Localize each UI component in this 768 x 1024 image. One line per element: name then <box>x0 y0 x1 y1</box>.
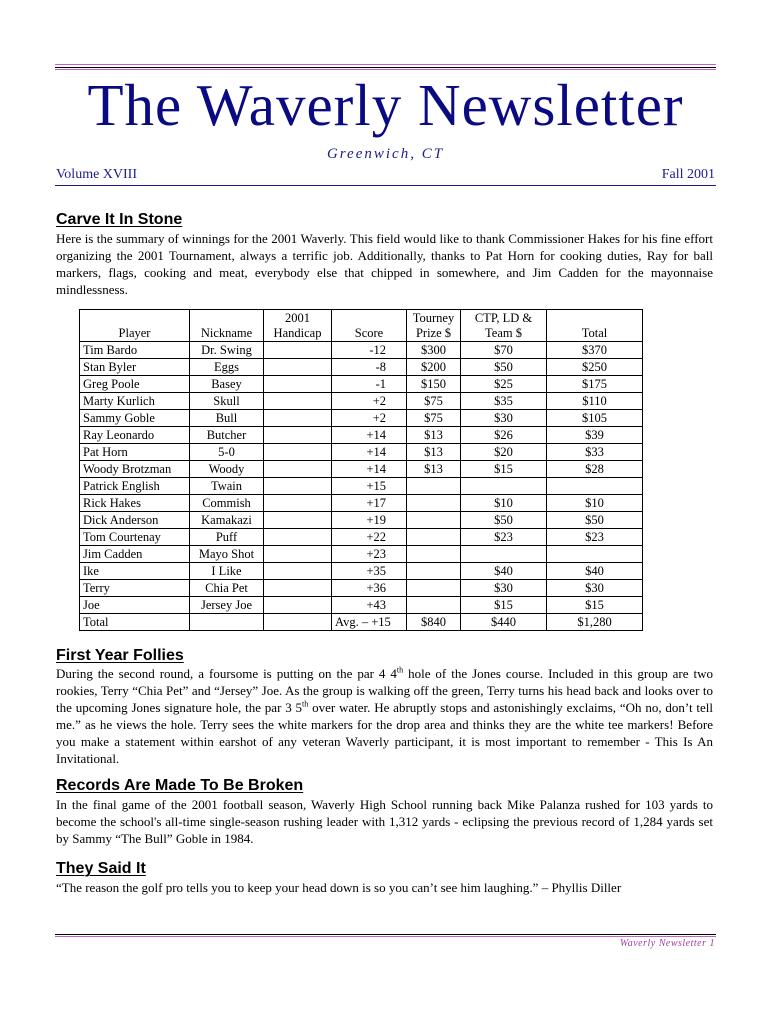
table-row <box>80 359 643 376</box>
cell-player: Patrick English <box>80 478 190 495</box>
section-heading-first-year-follies: First Year Follies <box>56 647 184 664</box>
cell-prize: $200 <box>407 359 461 376</box>
table-row <box>80 597 643 614</box>
table-row <box>80 444 643 461</box>
table-row <box>80 376 643 393</box>
cell-score: -12 <box>332 342 407 359</box>
table-row <box>80 529 643 546</box>
cell-prize <box>407 495 461 512</box>
table-row <box>80 461 643 478</box>
volume-label: Volume XVIII <box>56 167 138 182</box>
cell-score: +19 <box>332 512 407 529</box>
cell-handicap <box>264 427 332 444</box>
cell-handicap <box>264 342 332 359</box>
table-row <box>80 478 643 495</box>
cell-prize: $13 <box>407 427 461 444</box>
cell-ctp: $50 <box>461 512 547 529</box>
cell-score: +15 <box>332 478 407 495</box>
cell-handicap <box>264 614 332 631</box>
cell-prize: $840 <box>407 614 461 631</box>
cell-total: $250 <box>547 359 643 376</box>
masthead-top-rule <box>55 64 716 70</box>
cell-ctp: $26 <box>461 427 547 444</box>
cell-nickname: Butcher <box>190 427 264 444</box>
cell-handicap <box>264 563 332 580</box>
cell-ctp: $35 <box>461 393 547 410</box>
cell-total: $10 <box>547 495 643 512</box>
section-body-first-year-follies: During the second round, a foursome is putting on the par 4 4th hole of the Jones course. Included in this group are two rookies, Terry “Chia Pet” and “Jersey” Joe. As the group is walking off the green, Terry turns his head back and looks over to the upcoming Jones signature hole, the par 3 5th over water. He abruptly stops and astonishingly exclaims, “Oh no, don’t tell me.” as he views the hole. Terry sees the white markers for the drop area and thinks they are the white tee markers! Before you make a statement within earshot of any veteran Waverly participant, it is most important to remember - This Is An Invitational. <box>56 665 713 766</box>
cell-score: +22 <box>332 529 407 546</box>
cell-handicap <box>264 495 332 512</box>
cell-handicap <box>264 359 332 376</box>
cell-nickname: Jersey Joe <box>190 597 264 614</box>
cell-nickname: I Like <box>190 563 264 580</box>
cell-handicap <box>264 478 332 495</box>
cell-player: Ray Leonardo <box>80 427 190 444</box>
cell-prize <box>407 580 461 597</box>
header-player: Player <box>80 310 190 342</box>
cell-prize: $75 <box>407 393 461 410</box>
cell-ctp: $15 <box>461 597 547 614</box>
cell-ctp: $15 <box>461 461 547 478</box>
cell-total: $33 <box>547 444 643 461</box>
cell-player: Dick Anderson <box>80 512 190 529</box>
cell-player: Tim Bardo <box>80 342 190 359</box>
cell-nickname: Kamakazi <box>190 512 264 529</box>
footer-page-label: Waverly Newsletter 1 <box>619 938 715 949</box>
table-row <box>80 512 643 529</box>
cell-score: +17 <box>332 495 407 512</box>
cell-prize <box>407 597 461 614</box>
cell-total: $1,280 <box>547 614 643 631</box>
cell-handicap <box>264 546 332 563</box>
cell-player: Rick Hakes <box>80 495 190 512</box>
header-score: Score <box>332 310 407 342</box>
section-body-carve-it-in-stone: Here is the summary of winnings for the 2001 Waverly. This field would like to thank Commissioner Hakes for his fine effort organizing the 2001 Tournament, always a terrific job. Additionally, thanks to Pat Horn for cooking duties, Ray for ball markers, flags, cooking and meat, everybody else that chipped in somewhere, and Jim Cadden for the mayonnaise mindlessness. <box>56 231 713 297</box>
cell-nickname <box>190 614 264 631</box>
cell-ctp: $440 <box>461 614 547 631</box>
cell-ctp: $30 <box>461 580 547 597</box>
cell-total: $110 <box>547 393 643 410</box>
cell-score: +2 <box>332 393 407 410</box>
cell-ctp <box>461 478 547 495</box>
cell-score: -1 <box>332 376 407 393</box>
masthead-divider <box>55 185 716 186</box>
cell-nickname: Puff <box>190 529 264 546</box>
cell-handicap <box>264 580 332 597</box>
cell-player: Ike <box>80 563 190 580</box>
cell-ctp: $10 <box>461 495 547 512</box>
cell-score: +43 <box>332 597 407 614</box>
newsletter-title: The Waverly Newsletter <box>87 72 684 138</box>
cell-score: +14 <box>332 444 407 461</box>
cell-total: $40 <box>547 563 643 580</box>
table-row <box>80 342 643 359</box>
cell-player: Woody Brotzman <box>80 461 190 478</box>
cell-handicap <box>264 529 332 546</box>
cell-handicap <box>264 461 332 478</box>
cell-ctp: $20 <box>461 444 547 461</box>
cell-handicap <box>264 410 332 427</box>
cell-total: $370 <box>547 342 643 359</box>
cell-player: Joe <box>80 597 190 614</box>
cell-total: $30 <box>547 580 643 597</box>
cell-score: Avg. – +15 <box>332 614 407 631</box>
header-handicap: 2001 Handicap <box>264 310 332 342</box>
cell-ctp: $40 <box>461 563 547 580</box>
cell-ctp: $23 <box>461 529 547 546</box>
cell-player: Greg Poole <box>80 376 190 393</box>
section-body-they-said-it: “The reason the golf pro tells you to keep your head down is so you can’t see him laughing.” – Phyllis Diller <box>56 880 622 895</box>
table-row <box>80 580 643 597</box>
cell-prize <box>407 512 461 529</box>
cell-total: $175 <box>547 376 643 393</box>
cell-player: Pat Horn <box>80 444 190 461</box>
cell-handicap <box>264 512 332 529</box>
cell-nickname: Mayo Shot <box>190 546 264 563</box>
table-row <box>80 427 643 444</box>
cell-total: $28 <box>547 461 643 478</box>
cell-player: Marty Kurlich <box>80 393 190 410</box>
cell-player: Stan Byler <box>80 359 190 376</box>
cell-nickname: Chia Pet <box>190 580 264 597</box>
table-row <box>80 546 643 563</box>
cell-player: Sammy Goble <box>80 410 190 427</box>
cell-ctp: $70 <box>461 342 547 359</box>
cell-total <box>547 546 643 563</box>
cell-handicap <box>264 597 332 614</box>
cell-prize: $300 <box>407 342 461 359</box>
cell-score: +2 <box>332 410 407 427</box>
cell-prize <box>407 563 461 580</box>
cell-prize <box>407 546 461 563</box>
cell-nickname: Woody <box>190 461 264 478</box>
winnings-table <box>79 309 643 631</box>
cell-handicap <box>264 444 332 461</box>
cell-prize: $75 <box>407 410 461 427</box>
cell-nickname: 5-0 <box>190 444 264 461</box>
cell-score: +35 <box>332 563 407 580</box>
cell-score: +14 <box>332 427 407 444</box>
header-ctp-ld-team: CTP, LD & Team $ <box>461 310 547 342</box>
cell-handicap <box>264 376 332 393</box>
section-heading-records: Records Are Made To Be Broken <box>56 777 304 794</box>
cell-handicap <box>264 393 332 410</box>
season-label: Fall 2001 <box>661 167 715 182</box>
table-total-row <box>80 614 643 631</box>
cell-nickname: Commish <box>190 495 264 512</box>
cell-ctp: $30 <box>461 410 547 427</box>
cell-nickname: Bull <box>190 410 264 427</box>
cell-player: Total <box>80 614 190 631</box>
cell-nickname: Dr. Swing <box>190 342 264 359</box>
cell-ctp: $50 <box>461 359 547 376</box>
cell-prize: $13 <box>407 444 461 461</box>
cell-prize: $150 <box>407 376 461 393</box>
cell-total: $105 <box>547 410 643 427</box>
cell-score: +36 <box>332 580 407 597</box>
cell-total: $15 <box>547 597 643 614</box>
cell-total <box>547 478 643 495</box>
cell-total: $23 <box>547 529 643 546</box>
cell-nickname: Eggs <box>190 359 264 376</box>
cell-prize <box>407 529 461 546</box>
cell-score: +14 <box>332 461 407 478</box>
cell-nickname: Twain <box>190 478 264 495</box>
header-total: Total <box>547 310 643 342</box>
cell-total: $39 <box>547 427 643 444</box>
cell-ctp: $25 <box>461 376 547 393</box>
cell-player: Jim Cadden <box>80 546 190 563</box>
cell-player: Tom Courtenay <box>80 529 190 546</box>
table-header-row <box>80 310 643 342</box>
section-heading-they-said-it: They Said It <box>56 860 146 877</box>
cell-prize <box>407 478 461 495</box>
footer-rule <box>55 934 716 937</box>
cell-nickname: Basey <box>190 376 264 393</box>
cell-ctp <box>461 546 547 563</box>
cell-score: -8 <box>332 359 407 376</box>
cell-score: +23 <box>332 546 407 563</box>
table-row <box>80 410 643 427</box>
table-row <box>80 393 643 410</box>
section-body-records: In the final game of the 2001 football season, Waverly High School running back Mike Palanza rushed for 103 yards to become the school's all-time single-season rushing leader with 1,312 yards - eclipsing the previous record of 1,284 yards set by Sammy “The Bull” Goble in 1984. <box>56 797 713 846</box>
cell-player: Terry <box>80 580 190 597</box>
newsletter-location: Greenwich, CT <box>326 146 445 162</box>
table-row <box>80 495 643 512</box>
cell-total: $50 <box>547 512 643 529</box>
section-heading-carve-it-in-stone: Carve It In Stone <box>56 211 183 228</box>
cell-nickname: Skull <box>190 393 264 410</box>
cell-prize: $13 <box>407 461 461 478</box>
header-nickname: Nickname <box>190 310 264 342</box>
table-row <box>80 563 643 580</box>
header-tourney-prize: Tourney Prize $ <box>407 310 461 342</box>
